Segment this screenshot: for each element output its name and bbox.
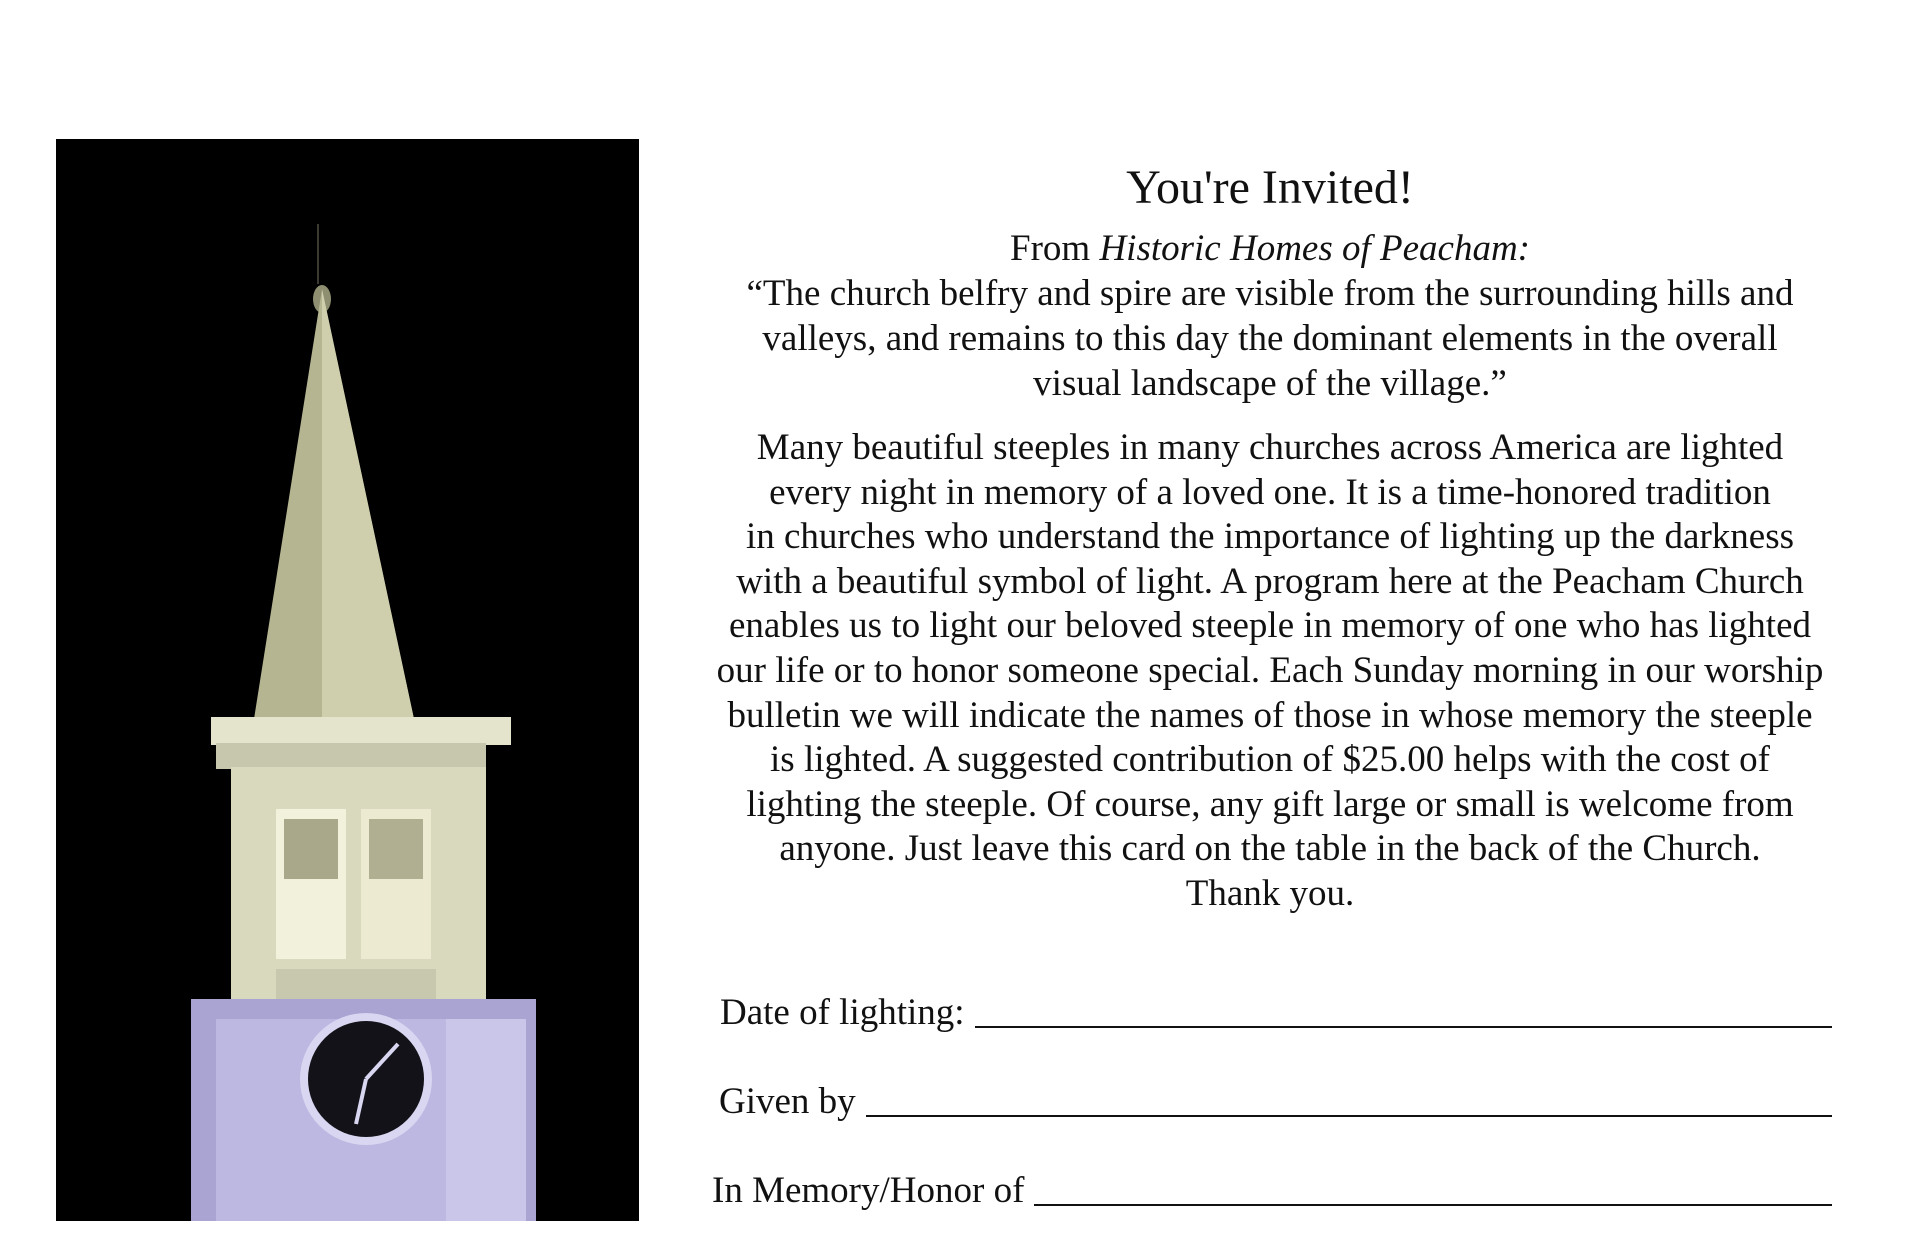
body-line: our life or to honor someone special. Each Sunday morning in our worship	[716, 649, 1824, 691]
body-line: anyone. Just leave this card on the table in the back of the Church.	[779, 828, 1761, 870]
body-line: in churches who understand the importance of lighting up the darkness	[745, 516, 1795, 558]
source-prefix: From	[1010, 228, 1100, 269]
in-memory-honor-field[interactable]	[1034, 1170, 1832, 1206]
body-line: with a beautiful symbol of light. A program here at the Peacham Church	[736, 560, 1804, 602]
lighting-form	[712, 990, 1832, 1257]
body-line: Thank you.	[1185, 872, 1355, 914]
page-title: You're Invited!	[1126, 161, 1414, 214]
given-by-label: Given by	[719, 1081, 856, 1122]
given-by-field[interactable]	[866, 1081, 1832, 1117]
quote	[710, 271, 1830, 406]
body-line: every night in memory of a loved one. It is a time-honored tradition	[769, 471, 1771, 513]
date-of-lighting-row	[712, 990, 1832, 1034]
body-line: Many beautiful steeples in many churches across America are lighted	[756, 427, 1784, 468]
in-memory-honor-label: In Memory/Honor of	[712, 1170, 1025, 1211]
quote-source	[680, 226, 1860, 271]
quote-line: visual landscape of the village.”	[1033, 363, 1507, 404]
steeple-photo	[56, 139, 639, 1221]
body-line: is lighted. A suggested contribution of $25.00 helps with the cost of	[770, 739, 1770, 781]
date-of-lighting-label: Date of lighting:	[720, 992, 965, 1033]
in-memory-honor-row	[712, 1168, 1832, 1212]
source-book-title: Historic Homes of Peacham:	[1099, 228, 1530, 269]
invitation-text	[680, 140, 1860, 917]
given-by-row	[712, 1079, 1832, 1123]
quote-line: valleys, and remains to this day the dominant elements in the overall	[762, 318, 1778, 359]
body-line: lighting the steeple. Of course, any gift large or small is welcome from	[746, 783, 1794, 825]
body-line: bulletin we will indicate the names of those in whose memory the steeple	[727, 694, 1813, 736]
steeple-icon	[56, 139, 639, 1221]
body-paragraph	[680, 426, 1860, 917]
quote-line: “The church belfry and spire are visible from the surrounding hills and	[746, 273, 1794, 314]
date-of-lighting-field[interactable]	[975, 992, 1832, 1028]
body-line: enables us to light our beloved steeple in memory of one who has lighted	[728, 605, 1811, 647]
